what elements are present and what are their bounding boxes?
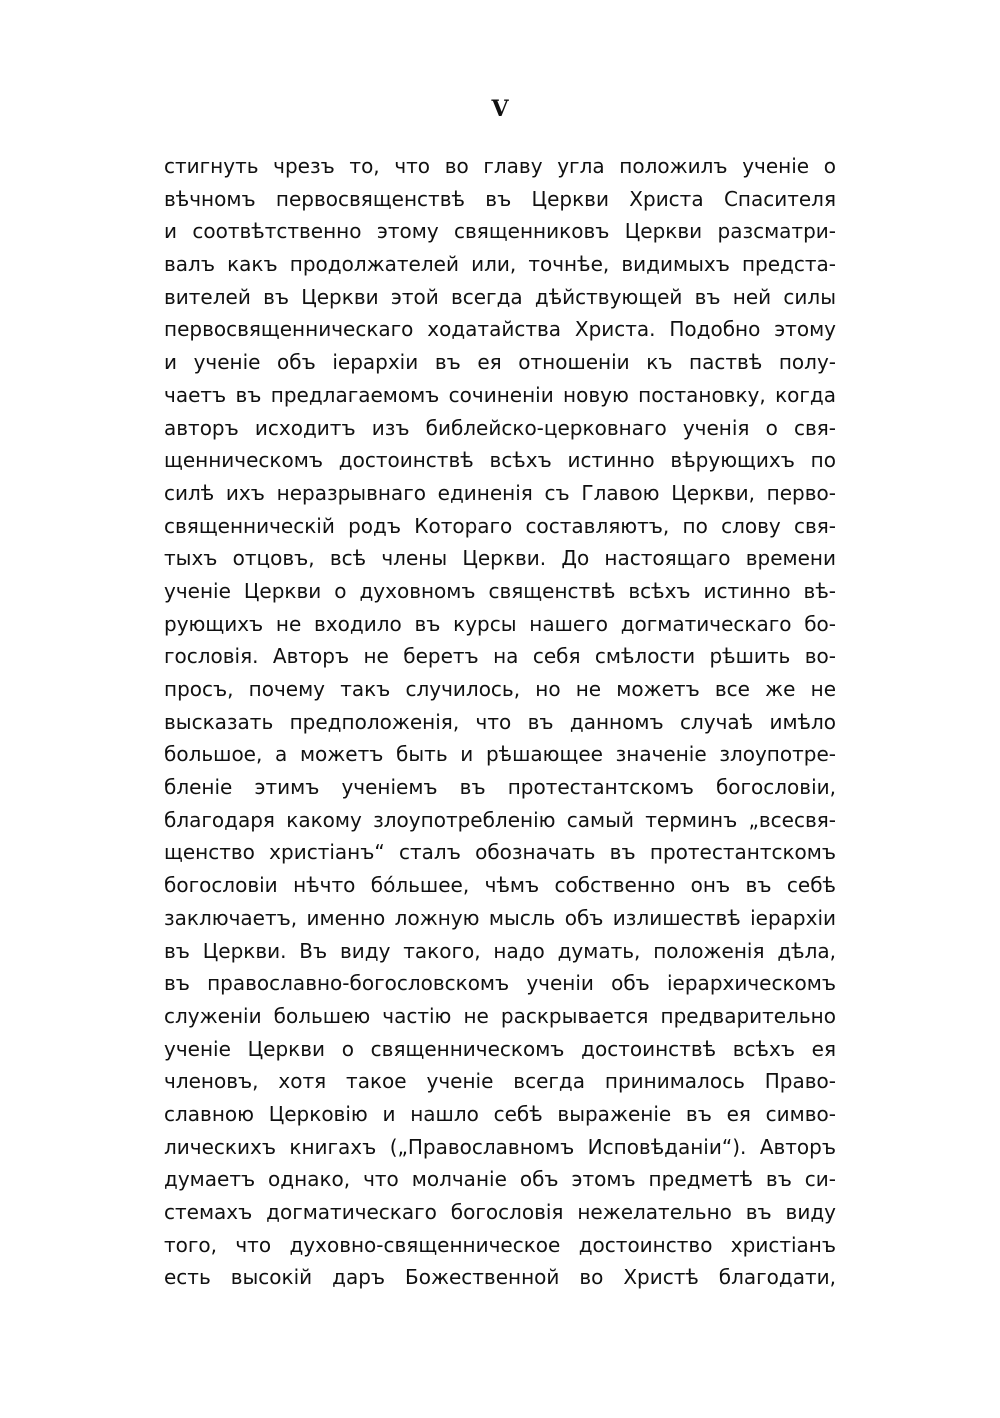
page-number: V <box>491 96 509 122</box>
text-line: бленіе этимъ ученіемъ въ протестантскомъ богословіи, <box>164 775 836 800</box>
text-line: членовъ, хотя такое ученіе всегда принималось Право- <box>164 1069 836 1094</box>
text-line: вѣчномъ первосвященствѣ въ Церкви Христа Спасителя <box>164 186 836 211</box>
text-line: служеніи большею частію не раскрывается предварительно <box>164 1003 836 1028</box>
text-line: въ православно-богословскомъ ученіи объ іерархическомъ <box>164 971 836 996</box>
text-line: и соотвѣтственно этому священниковъ Церкви разсматри- <box>164 219 836 244</box>
text-line: стигнуть чрезъ то, что во главу угла положилъ ученіе о <box>164 154 836 178</box>
text-line: первосвященническаго ходатайства Христа. Подобно этому <box>164 317 836 342</box>
text-line: ученіе Церкви о священническомъ достоинствѣ всѣхъ ея <box>164 1036 836 1061</box>
text-line: заключаетъ, именно ложную мысль объ излишествѣ іерархіи <box>164 905 836 930</box>
text-line: силѣ ихъ неразрывнаго единенія съ Главою Церкви, перво- <box>164 480 836 505</box>
text-line: думаетъ однако, что молчаніе объ этомъ предметѣ въ си- <box>164 1167 836 1192</box>
text-line: благодаря какому злоупотребленію самый терминъ „всесвя- <box>164 807 836 832</box>
text-line: стемахъ догматическаго богословія нежелательно въ виду <box>164 1200 836 1224</box>
text-line: вителей въ Церкви этой всегда дѣйствующей въ ней силы <box>164 284 836 309</box>
text-line: чаетъ въ предлагаемомъ сочиненіи новую постановку, когда <box>164 382 836 407</box>
text-line: есть высокій даръ Божественной во Христѣ благодати, <box>164 1265 836 1290</box>
text-line: того, что духовно-священническое достоинство христіанъ <box>164 1232 836 1257</box>
body-text <box>164 150 836 1294</box>
text-line: тыхъ отцовъ, всѣ члены Церкви. До настоящаго времени <box>164 546 836 571</box>
text-line: авторъ исходитъ изъ библейско-церковнаго ученія о свя- <box>164 415 836 440</box>
text-line: рующихъ не входило въ курсы нашего догматическаго бо- <box>164 611 836 636</box>
text-line: высказать предположенія, что въ данномъ случаѣ имѣло <box>164 709 836 734</box>
text-line: просъ, почему такъ случилось, но не можетъ все же не <box>164 677 836 701</box>
text-line: лическихъ книгахъ („Православномъ Исповѣданіи“). Авторъ <box>164 1134 836 1159</box>
text-line: щенническомъ достоинствѣ всѣхъ истинно вѣрующихъ по <box>164 448 836 473</box>
text-line: ученіе Церкви о духовномъ священствѣ всѣхъ истинно вѣ- <box>164 578 836 603</box>
text-line: гословія. Авторъ не беретъ на себя смѣлости рѣшить во- <box>164 644 836 669</box>
text-line: священническій родъ Котораго составляютъ, по слову свя- <box>164 513 836 538</box>
text-line: славною Церковію и нашло себѣ выраженіе въ ея симво- <box>164 1101 836 1126</box>
text-line: большое, а можетъ быть и рѣшающее значеніе злоупотре- <box>164 742 836 767</box>
text-line: щенство христіанъ“ сталъ обозначать въ протестантскомъ <box>164 840 836 865</box>
text-line: въ Церкви. Въ виду такого, надо думать, положенія дѣла, <box>164 938 836 963</box>
text-line: валъ какъ продолжателей или, точнѣе, видимыхъ предста- <box>164 252 836 277</box>
text-line: и ученіе объ іерархіи въ ея отношеніи къ паствѣ полу- <box>164 350 836 375</box>
text-line: богословіи нѣчто бо́льшее, чѣмъ собственно онъ въ себѣ <box>164 873 836 898</box>
